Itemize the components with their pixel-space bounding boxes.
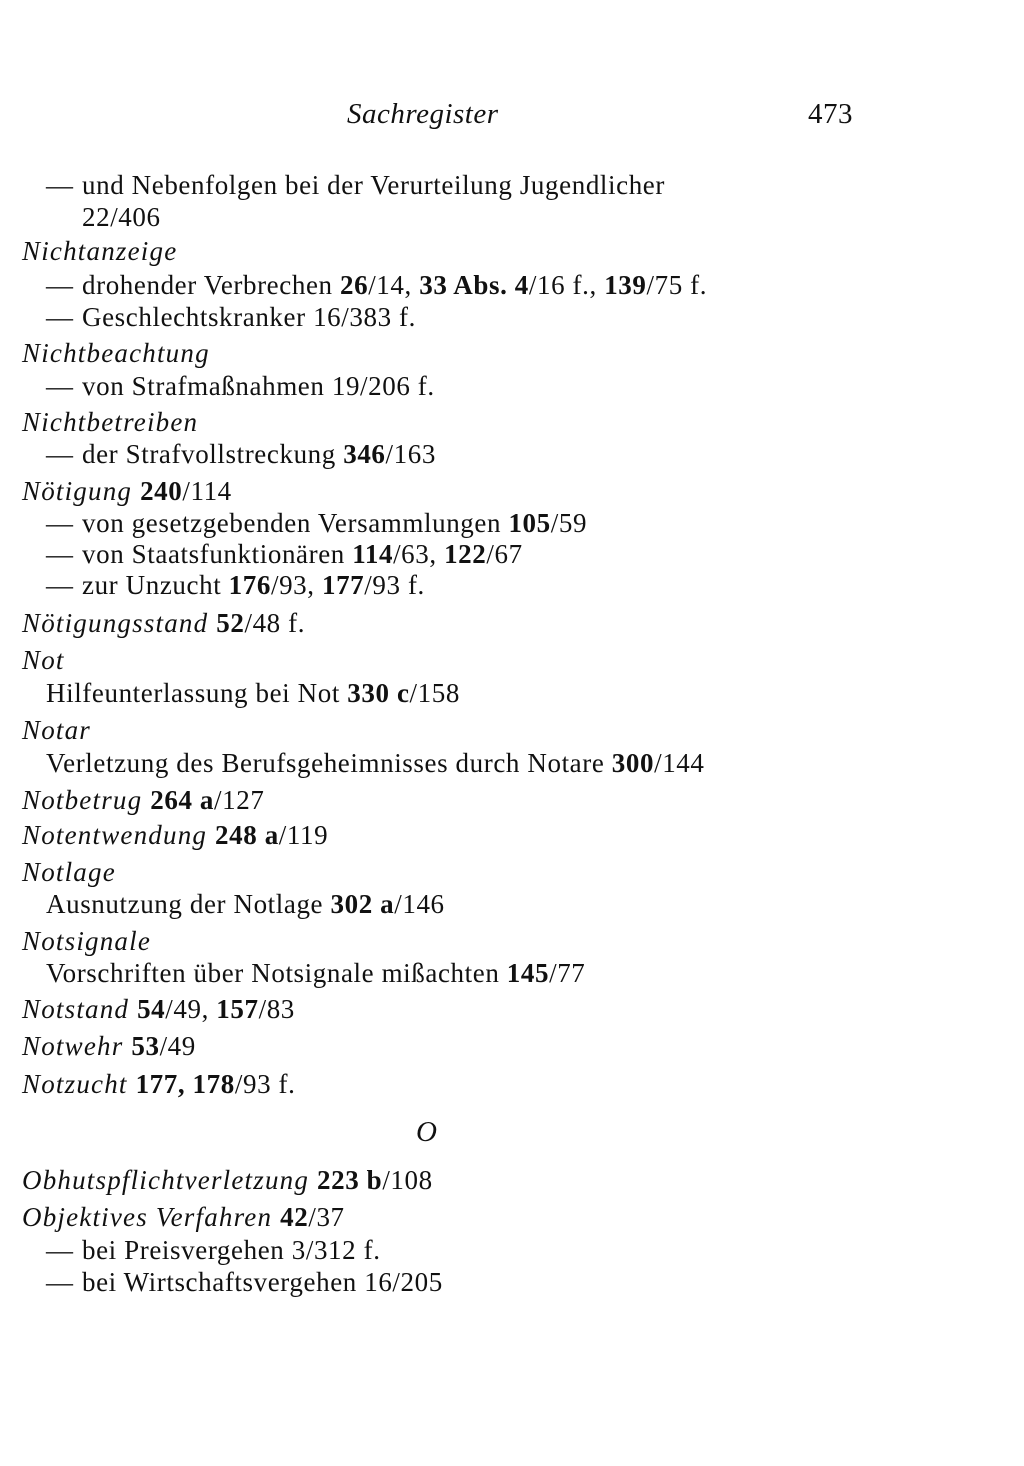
index-subentry: — bei Preisvergehen 3/312 f. bbox=[46, 1235, 381, 1265]
index-subentry: Vorschriften über Notsignale mißachten 145/77 bbox=[46, 958, 586, 988]
index-subentry: — bei Wirtschaftsvergehen 16/205 bbox=[46, 1267, 443, 1297]
index-term: Notbetrug 264 a/127 bbox=[22, 785, 265, 815]
index-subentry: — Geschlechtskranker 16/383 f. bbox=[46, 302, 416, 332]
index-term: Notentwendung 248 a/119 bbox=[22, 820, 329, 850]
index-term: Nötigungsstand 52/48 f. bbox=[22, 608, 306, 638]
index-term: Notsignale bbox=[22, 926, 152, 956]
index-term: Objektives Verfahren 42/37 bbox=[22, 1202, 345, 1232]
index-subentry: Ausnutzung der Notlage 302 a/146 bbox=[46, 889, 445, 919]
index-term: Notstand 54/49, 157/83 bbox=[22, 994, 295, 1024]
index-term: Notwehr 53/49 bbox=[22, 1031, 196, 1061]
index-term: Not bbox=[22, 645, 65, 675]
index-term: Nichtanzeige bbox=[22, 236, 178, 266]
index-subentry: Verletzung des Berufsgeheimnisses durch Notare 300/144 bbox=[46, 748, 705, 778]
index-term: Obhutspflichtverletzung 223 b/108 bbox=[22, 1165, 433, 1195]
index-subentry: — und Nebenfolgen bei der Verurteilung Jugendlicher bbox=[46, 170, 665, 200]
index-subentry: — von Strafmaßnahmen 19/206 f. bbox=[46, 371, 435, 401]
index-term: Nichtbetreiben bbox=[22, 407, 199, 437]
index-subentry-continuation: 22/406 bbox=[82, 202, 161, 232]
section-letter: O bbox=[416, 1116, 437, 1148]
index-term: Notar bbox=[22, 715, 92, 745]
index-subentry: — von gesetzgebenden Versammlungen 105/59 bbox=[46, 508, 588, 538]
index-term: Notzucht 177, 178/93 f. bbox=[22, 1069, 296, 1099]
page-number: 473 bbox=[808, 98, 853, 130]
index-term: Nötigung 240/114 bbox=[22, 476, 232, 506]
index-subentry: — drohender Verbrechen 26/14, 33 Abs. 4/16 f., 139/75 f. bbox=[46, 270, 708, 300]
index-subentry: — zur Unzucht 176/93, 177/93 f. bbox=[46, 570, 425, 600]
index-subentry: Hilfeunterlassung bei Not 330 c/158 bbox=[46, 678, 460, 708]
index-term: Nichtbeachtung bbox=[22, 338, 210, 368]
index-subentry: — der Strafvollstreckung 346/163 bbox=[46, 439, 436, 469]
page-header-title: Sachregister bbox=[347, 98, 499, 130]
index-term: Notlage bbox=[22, 857, 116, 887]
index-subentry: — von Staatsfunktionären 114/63, 122/67 bbox=[46, 539, 523, 569]
